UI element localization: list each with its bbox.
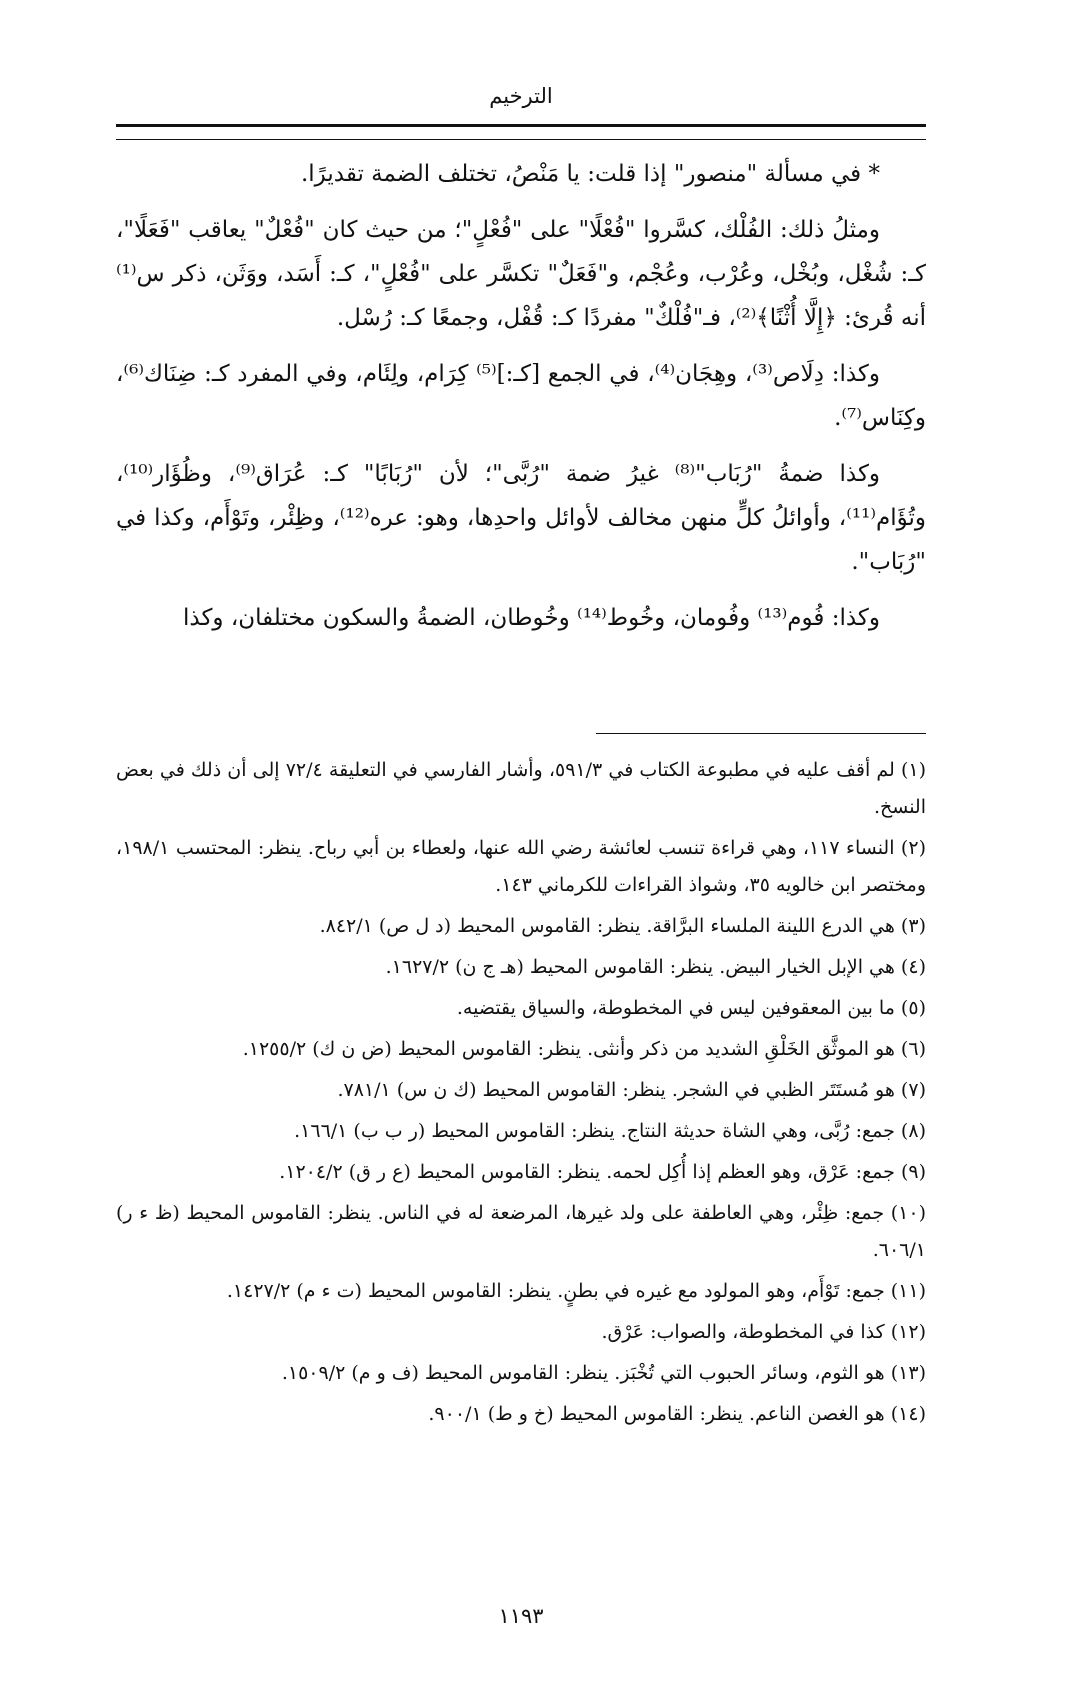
- footnote-1: (١) لم أقف عليه في مطبوعة الكتاب في ٥٩١/٣، وأشار الفارسي في التعليقة ٧٢/٤ إلى أن ذلك في بعض النسخ.: [116, 759, 927, 818]
- book-page: [116, 0, 926, 1698]
- main-text: [116, 152, 926, 652]
- header-rule-thick: [116, 124, 926, 127]
- footnotes: [116, 752, 926, 1437]
- paragraph-4: وكذا ضمةُ "رُبَاب"⁽⁸⁾ غيرُ ضمة "رُبَّى"؛ لأن "رُبَابًا" كـ: عُرَاق⁽⁹⁾، وظُؤَار⁽¹⁰⁾، وتُؤَام⁽¹¹⁾، وأوائلُ كلٍّ منهن مخالف لأوائل واحدِها، وهو: عره⁽¹²⁾، وظِئْر، وتَوْأَم، وكذا في "رُبَاب".: [116, 461, 926, 575]
- footnote-14: (١٤) هو الغصن الناعم. ينظر: القاموس المحيط (خ و ط) ٩٠٠/١.: [428, 1403, 926, 1425]
- paragraph-5: وكذا: فُوم⁽¹³⁾ وفُومان، وخُوط⁽¹⁴⁾ وخُوطان، الضمةُ والسكون مختلفان، وكذا: [182, 605, 880, 631]
- page-number: ١١٩٣: [498, 1604, 544, 1628]
- footnote-separator: [596, 733, 926, 734]
- footnote-5: (٥) ما بين المعقوفين ليس في المخطوطة، والسياق يقتضيه.: [456, 997, 926, 1019]
- footnote-13: (١٣) هو الثوم، وسائر الحبوب التي تُخْبَز. ينظر: القاموس المحيط (ف و م) ١٥٠٩/٢.: [281, 1362, 926, 1384]
- paragraph-2: ومثلُ ذلك: الفُلْك، كسَّروا "فُعْلًا" على "فُعْلٍ"؛ من حيث كان "فُعْلٌ" يعاقب "فَعَلًا"، كـ: شُغْل، وبُخْل، وعُرْب، وعُجْم، و"فَعَلٌ" تكسَّر على "فُعْلٍ"، كـ: أَسَد، ووَثَن، ذكر س⁽¹⁾ أنه قُرئ: ﴿إِلَّا أُثْنًا﴾⁽²⁾، فـ"فُلْكٌ" مفردًا كـ: قُفْل، وجمعًا كـ: رُسْل.: [116, 217, 926, 331]
- running-head: الترخيم: [489, 84, 553, 108]
- footnote-12: (١٢) كذا في المخطوطة، والصواب: عَرْق.: [601, 1321, 926, 1343]
- footnote-3: (٣) هي الدرع اللينة الملساء البرَّاقة. ينظر: القاموس المحيط (د ل ص) ٨٤٢/١.: [319, 915, 926, 937]
- paragraph-3: وكذا: دِلَاص⁽³⁾، وهِجَان⁽⁴⁾، في الجمع [كـ:]⁽⁵⁾ كِرَام، ولِئَام، وفي المفرد كـ: ضِنَاك⁽⁶⁾، وكِنَاس⁽⁷⁾.: [116, 361, 926, 431]
- footnote-10: (١٠) جمع: ظِئْر، وهي العاطفة على ولد غيرها، المرضعة له في الناس. ينظر: القاموس المحيط (ظ ء ر) ٦٠٦/١.: [116, 1202, 926, 1261]
- footnote-6: (٦) هو الموثَّق الخَلْقِ الشديد من ذكر وأنثى. ينظر: القاموس المحيط (ض ن ك) ١٢٥٥/٢.: [242, 1038, 926, 1060]
- footnote-4: (٤) هي الإبل الخيار البيض. ينظر: القاموس المحيط (هـ ج ن) ١٦٢٧/٢.: [385, 956, 926, 978]
- footnote-2: (٢) النساء ١١٧، وهي قراءة تنسب لعائشة رضي الله عنها، ولعطاء بن أبي رباح. ينظر: المحتسب ١٩٨/١، ومختصر ابن خالويه ٣٥، وشواذ القراءات للكرماني ١٤٣.: [116, 837, 926, 896]
- footnote-7: (٧) هو مُستَتَر الظبي في الشجر. ينظر: القاموس المحيط (ك ن س) ٧٨١/١.: [337, 1079, 926, 1101]
- header-rule-thin: [116, 139, 926, 140]
- footnote-9: (٩) جمع: عَرْق، وهو العظم إذا أُكِل لحمه. ينظر: القاموس المحيط (ع ر ق) ١٢٠٤/٢.: [279, 1161, 926, 1183]
- footnote-11: (١١) جمع: تَوْأَم، وهو المولود مع غيره في بطنٍ. ينظر: القاموس المحيط (ت ء م) ١٤٢٧/٢.: [226, 1280, 926, 1302]
- footnote-8: (٨) جمع: رُبَّى، وهي الشاة حديثة النتاج. ينظر: القاموس المحيط (ر ب ب) ١٦٦/١.: [294, 1120, 926, 1142]
- paragraph-1: * في مسألة "منصور" إذا قلت: يا مَنْصُ، تختلف الضمة تقديرًا.: [300, 161, 880, 187]
